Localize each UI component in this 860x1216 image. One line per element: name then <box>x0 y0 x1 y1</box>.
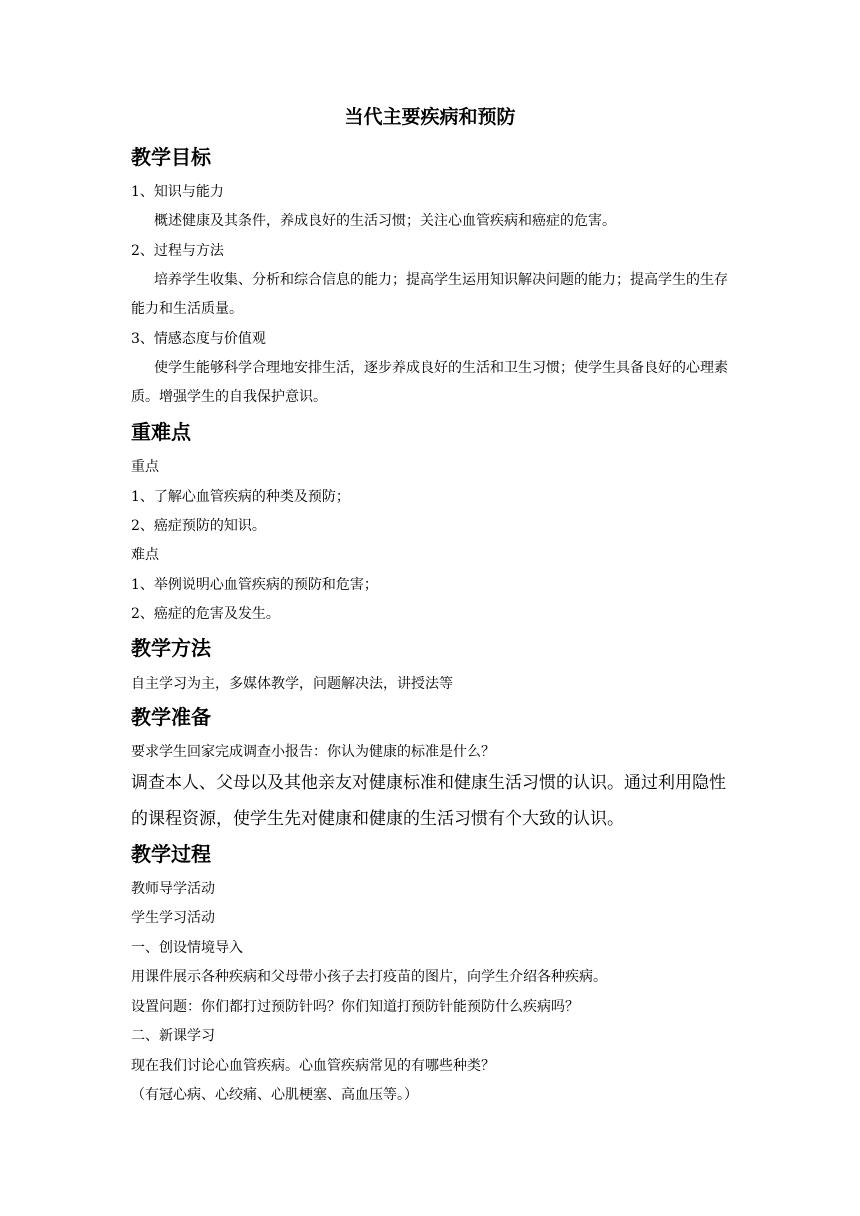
objective-1-label: 1、知识与能力 <box>131 184 224 200</box>
methods-text: 自主学习为主，多媒体教学，问题解决法，讲授法等 <box>131 676 453 692</box>
process-line-1: 教师导学活动 <box>131 881 215 897</box>
preparation-text-1: 要求学生回家完成调查小报告：你认为健康的标准是什么？ <box>131 744 495 760</box>
objective-2-label: 2、过程与方法 <box>131 243 224 259</box>
process-line-7: 现在我们讨论心血管疾病。心血管疾病常见的有哪些种类？ <box>131 1058 495 1074</box>
focus-item-1: 1、了解心血管疾病的种类及预防； <box>131 489 350 505</box>
focus-label: 重点 <box>131 459 159 475</box>
objective-2-text: 培养学生收集、分析和综合信息的能力；提高学生运用知识解决问题的能力；提高学生的生存能力和生活质量。 <box>131 272 728 317</box>
process-line-4: 用课件展示各种疾病和父母带小孩子去打疫苗的图片，向学生介绍各种疾病。 <box>131 969 607 985</box>
process-line-6: 二、新课学习 <box>131 1028 215 1044</box>
key-points-heading: 重难点 <box>131 420 191 444</box>
focus-item-2: 2、癌症预防的知识。 <box>131 518 266 534</box>
process-line-3: 一、创设情境导入 <box>131 940 243 956</box>
difficulty-item-1: 1、举例说明心血管疾病的预防和危害； <box>131 577 378 593</box>
objective-3-text: 使学生能够科学合理地安排生活，逐步养成良好的生活和卫生习惯；使学生具备良好的心理素质。增强学生的自我保护意识。 <box>131 360 728 405</box>
document-title: 当代主要疾病和预防 <box>344 106 516 128</box>
preparation-heading: 教学准备 <box>131 705 211 729</box>
process-line-8: （有冠心病、心绞痛、心肌梗塞、高血压等。） <box>131 1087 418 1103</box>
preparation-text-2: 调查本人、父母以及其他亲友对健康标准和健康生活习惯的认识。通过利用隐性的课程资源，使学生先对健康和健康的生活习惯有个大致的认识。 <box>131 773 726 829</box>
objective-1-text: 概述健康及其条件，养成良好的生活习惯；关注心血管疾病和癌症的危害。 <box>154 213 616 229</box>
difficulty-label: 难点 <box>131 547 159 563</box>
objective-3-label: 3、情感态度与价值观 <box>131 331 266 347</box>
process-line-5: 设置问题：你们都打过预防针吗？你们知道打预防针能预防什么疾病吗？ <box>131 999 579 1015</box>
difficulty-item-2: 2、癌症的危害及发生。 <box>131 606 280 622</box>
methods-heading: 教学方法 <box>131 636 211 660</box>
objectives-heading: 教学目标 <box>131 145 211 169</box>
process-line-2: 学生学习活动 <box>131 910 215 926</box>
process-heading: 教学过程 <box>131 842 211 866</box>
